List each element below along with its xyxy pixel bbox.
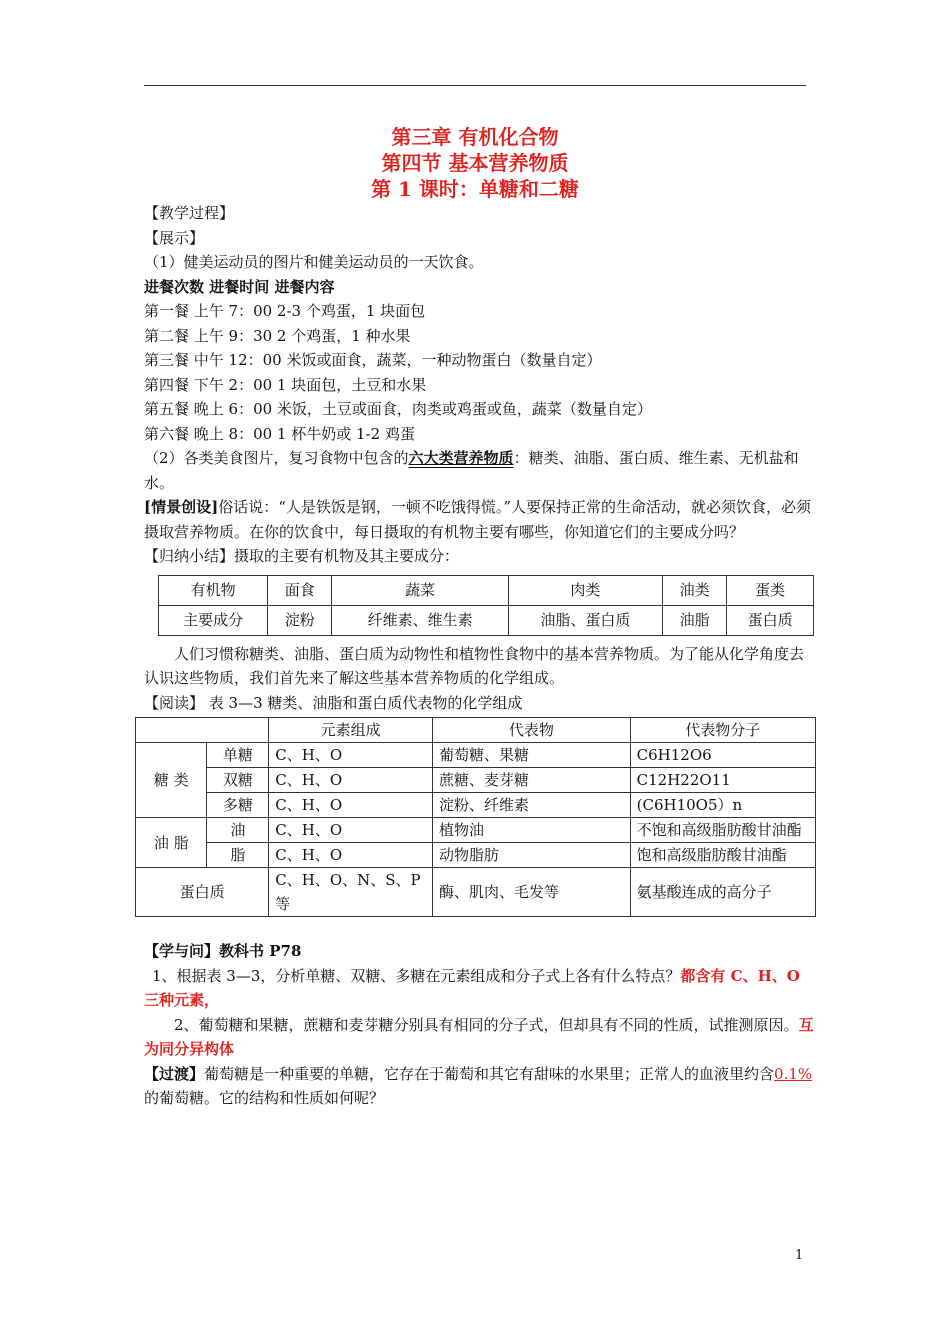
table-cell: 淀粉 [268, 605, 332, 635]
table-cell: 油 [207, 818, 269, 843]
table-cell: 多糖 [207, 793, 269, 818]
blood-glucose-percent: 0.1% [774, 1064, 813, 1083]
answer-2: 互为同分异构体 [144, 1015, 814, 1058]
transition-text-a: 葡萄糖是一种重要的单糖，它存在于葡萄和其它有甜味的水果里；正常人的血液里约含 [204, 1064, 775, 1083]
table-cell: 蔗糖、麦芽糖 [433, 768, 631, 793]
table-cell: C、H、O [269, 843, 433, 868]
table-row [136, 818, 816, 843]
scene-text: 俗话说：“人是铁饭是钢，一顿不吃饿得慌。”人要保持正常的生命活动，就必须饮食，必须摄取营养物质。在你的饮食中，每日摄取的有机物主要有哪些，你知道它们的主要成分吗？ [144, 498, 812, 541]
group-label: 糖 类 [136, 743, 207, 818]
reading-heading: 【阅读】 表 3—3 糖类、油脂和蛋白质代表物的化学组成 [144, 693, 523, 712]
transition-text-b: 的葡萄糖。它的结构和性质如何呢？ [144, 1089, 385, 1107]
question-1 [144, 964, 814, 1013]
table-header: 元素组成 [269, 718, 433, 743]
table-row [136, 768, 816, 793]
page-number: 1 [795, 1248, 804, 1263]
table-cell: 油脂 [662, 605, 726, 635]
show-heading: 【展示】 [144, 228, 205, 247]
table-cell: C、H、O [269, 743, 433, 768]
nutrients-paragraph: 人们习惯称糖类、油脂、蛋白质为动物性和植物性食物中的基本营养物质。为了能从化学角度去认识这些物质，我们首先来了解这些基本营养物质的化学组成。 [144, 644, 805, 687]
table-cell: C、H、O、N、S、P 等 [269, 868, 433, 917]
table-row [136, 843, 816, 868]
table-row [136, 718, 816, 743]
table-cell: 主要成分 [159, 605, 268, 635]
table-row [159, 605, 814, 635]
summary-heading: 【归纳小结】摄取的主要有机物及其主要成分： [144, 547, 460, 565]
title-block [144, 124, 806, 202]
meal-header: 进餐次数 进餐时间 进餐内容 [144, 277, 335, 296]
table-row [159, 575, 814, 605]
table-row [136, 793, 816, 818]
item1-text: （1）健美运动员的图片和健美运动员的一天饮食。 [144, 253, 484, 271]
table-cell: 氨基酸连成的高分子 [630, 868, 815, 917]
scene-paragraph [144, 495, 814, 544]
table-cell: 动物脂肪 [433, 843, 631, 868]
group-label: 蛋白质 [136, 868, 269, 917]
meal-line: 第一餐 上午 7：00 2-3 个鸡蛋，1 块面包 [144, 302, 426, 320]
table-row [136, 868, 816, 917]
transition-paragraph [144, 1062, 814, 1111]
food-components-table [158, 575, 814, 636]
table-cell: C6H12O6 [630, 743, 815, 768]
table-cell: 油脂、蛋白质 [508, 605, 662, 635]
table-row [136, 743, 816, 768]
study-heading: 【学与问】教科书 P78 [144, 942, 302, 960]
main-content [144, 201, 814, 1111]
table-cell: 不饱和高级脂肪酸甘油酯 [630, 818, 815, 843]
scene-label: [情景创设] [144, 498, 219, 516]
chapter-title: 第三章 有机化合物 [391, 125, 559, 149]
header-rule [144, 85, 806, 86]
process-heading: 【教学过程】 [144, 204, 235, 222]
table-cell [136, 718, 269, 743]
table-cell: 肉类 [508, 575, 662, 605]
table-header: 代表物 [433, 718, 631, 743]
table-cell: 植物油 [433, 818, 631, 843]
table-cell: (C6H10O5）n [630, 793, 815, 818]
table-cell: 纤维素、维生素 [332, 605, 508, 635]
composition-table [135, 717, 816, 917]
question-1-text: 1、根据表 3—3，分析单糖、双糖、多糖在元素组成和分子式上各有什么特点？ [152, 966, 681, 985]
item2-text-c: ：糖类、油脂、蛋白质、维生素、无机盐和水。 [144, 449, 799, 492]
table-cell: 双糖 [207, 768, 269, 793]
table-cell: 淀粉、纤维素 [433, 793, 631, 818]
table-cell: 油类 [662, 575, 726, 605]
meal-line: 第三餐 中午 12：00 米饭或面食，蔬菜，一种动物蛋白（数量自定） [144, 351, 602, 369]
table-cell: C12H22O11 [630, 768, 815, 793]
meal-line: 第五餐 晚上 6：00 米饭，土豆或面食，肉类或鸡蛋或鱼，蔬菜（数量自定） [144, 400, 652, 418]
table-cell: 酶、肌肉、毛发等 [433, 868, 631, 917]
table-cell: 有机物 [159, 575, 268, 605]
six-nutrients-term: 六大类营养物质 [408, 449, 514, 467]
table-cell: 蔬菜 [332, 575, 508, 605]
question-2-text: 2、葡萄糖和果糖，蔗糖和麦芽糖分别具有相同的分子式，但却具有不同的性质，试推测原因。 [174, 1015, 799, 1034]
table-cell: C、H、O [269, 768, 433, 793]
item2-paragraph [144, 446, 814, 495]
table-cell: C、H、O [269, 818, 433, 843]
table-cell: 蛋白质 [727, 605, 814, 635]
table-cell: 葡萄糖、果糖 [433, 743, 631, 768]
group-label: 油 脂 [136, 818, 207, 868]
item2-text-a: （2）各类美食图片，复习食物中包含的 [144, 449, 409, 467]
section-title: 第四节 基本营养物质 [381, 151, 569, 175]
meal-line: 第四餐 下午 2：00 1 块面包，土豆和水果 [144, 375, 427, 394]
table-cell: C、H、O [269, 793, 433, 818]
table-cell: 蛋类 [727, 575, 814, 605]
lesson-title: 第 1 课时：单糖和二糖 [371, 177, 579, 201]
table-cell: 面食 [268, 575, 332, 605]
meal-line: 第二餐 上午 9：30 2 个鸡蛋，1 种水果 [144, 326, 411, 345]
table-cell: 脂 [207, 843, 269, 868]
table-header: 代表物分子 [630, 718, 815, 743]
question-2 [144, 1013, 814, 1062]
answer-1: 都含有 C、H、O 三种元素， [144, 966, 800, 1009]
meal-line: 第六餐 晚上 8：00 1 杯牛奶或 1-2 鸡蛋 [144, 424, 415, 443]
transition-label: 【过渡】 [144, 1064, 205, 1083]
table-cell: 饱和高级脂肪酸甘油酯 [630, 843, 815, 868]
table-cell: 单糖 [207, 743, 269, 768]
